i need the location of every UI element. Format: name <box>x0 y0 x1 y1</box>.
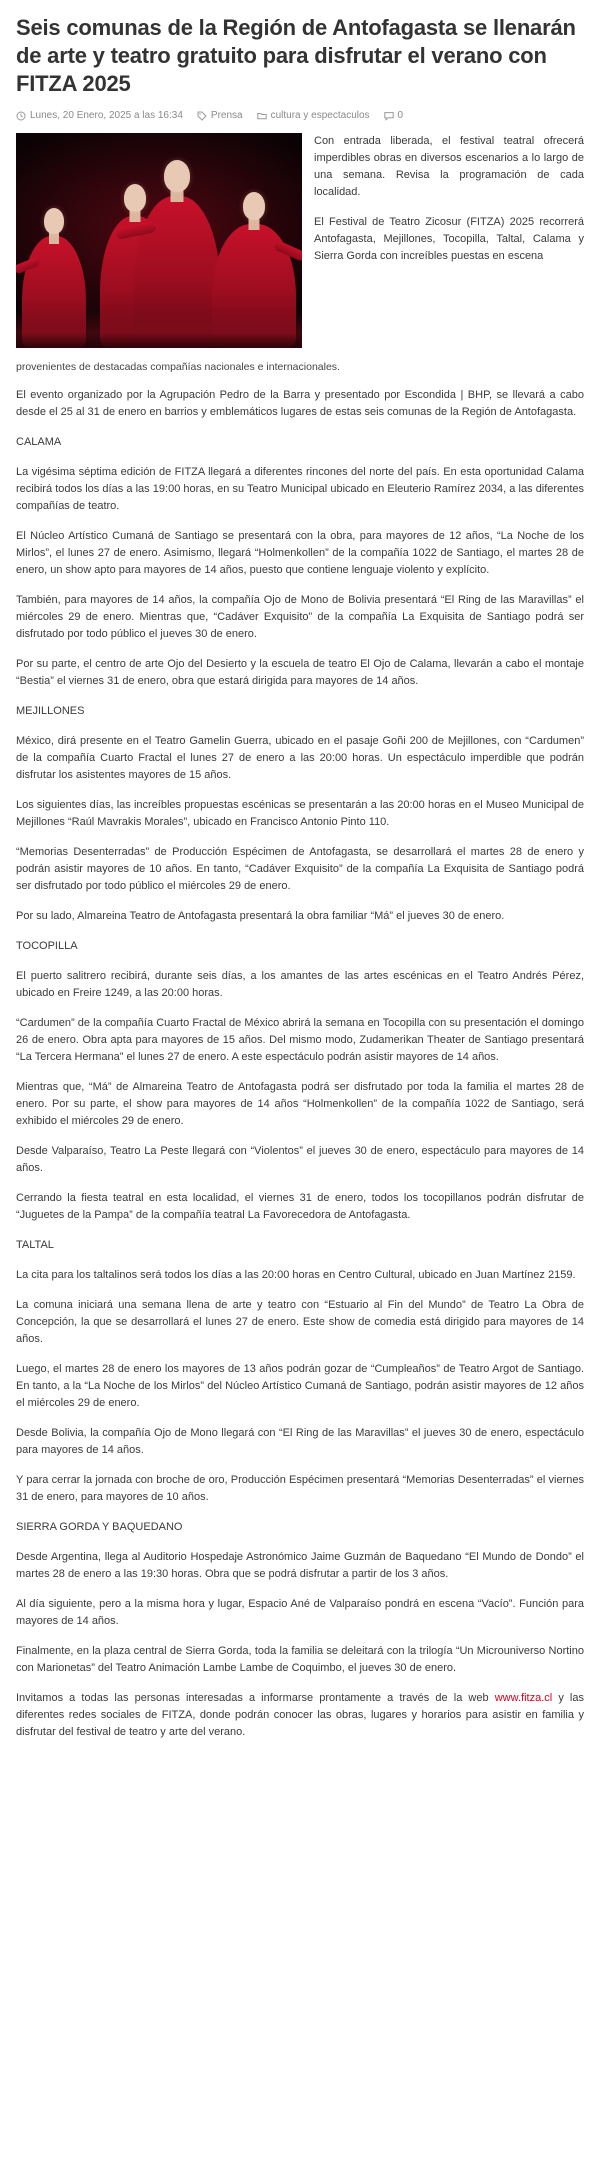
body-paragraph: Y para cerrar la jornada con broche de oro, Producción Espécimen presentará “Memorias Desenterradas” el viernes 31 de enero, para mayores de 10 años. <box>16 1474 584 1503</box>
fitza-website-link[interactable]: www.fitza.cl <box>494 1692 553 1704</box>
photo-stage-light <box>16 310 302 348</box>
meta-category-secondary-text: cultura y espectaculos <box>270 110 370 121</box>
section-heading-calama: CALAMA <box>16 436 62 448</box>
performer-head <box>44 208 64 234</box>
section-heading-tocopilla: TOCOPILLA <box>16 940 78 952</box>
folder-icon <box>257 111 267 121</box>
body-paragraph: Cerrando la fiesta teatral en esta localidad, el viernes 31 de enero, todos los tocopillanos podrán disfrutar de “Juguetes de la Pampa” de la compañía teatral La Favorecedora de Antofagasta. <box>16 1192 584 1221</box>
performer-head <box>243 192 265 220</box>
section-heading-sierra-gorda: SIERRA GORDA Y BAQUEDANO <box>16 1521 183 1533</box>
lead-paragraph-2: El Festival de Teatro Zicosur (FITZA) 2025 recorrerá Antofagasta, Mejillones, Tocopilla, Taltal, Calama y Sierra Gorda con increíbles puestas en escena <box>314 216 584 262</box>
article-photo <box>16 133 302 348</box>
clock-icon <box>16 111 26 121</box>
meta-category-secondary[interactable] <box>257 110 370 121</box>
section-heading-taltal: TALTAL <box>16 1239 54 1251</box>
body-paragraph: Luego, el martes 28 de enero los mayores de 13 años podrán gozar de “Cumpleaños” de Teatro Argot de Santiago. En tanto, a la “La Noche de los Mirlos” del Núcleo Artístico Cumaná de Santiago, podrán asistir mayores de 12 años el miércoles 29 de enero. <box>16 1363 584 1409</box>
body-paragraph: El Núcleo Artístico Cumaná de Santiago se presentará con la obra, para mayores de 12 años, “La Noche de los Mirlos”, el lunes 27 de enero. Asimismo, llegará “Holmenkollen” de la compañía 1022 de Santiago, el martes 28 de enero, un show apto para mayores de 14 años, puesto que contiene lenguaje violento y explícito. <box>16 530 584 576</box>
section-heading-mejillones: MEJILLONES <box>16 705 85 717</box>
article-lead <box>16 133 584 374</box>
meta-category-primary[interactable] <box>197 110 243 121</box>
body-paragraph: “Memorias Desenterradas” de Producción Espécimen de Antofagasta, se desarrollará el martes 28 de enero y podrán asistir mayores de 10 años. En tanto, “Cadáver Exquisito” de la compañía La Exquisita de Santiago podrá ser disfrutado por todo público el miércoles 29 de enero. <box>16 846 584 892</box>
page-title: Seis comunas de la Región de Antofagasta se llenarán de arte y teatro gratuito para disfrutar el verano con FITZA 2025 <box>16 15 576 96</box>
performer-head <box>164 160 190 192</box>
body-paragraph: Por su parte, el centro de arte Ojo del Desierto y la escuela de teatro El Ojo de Calama, llevarán a cabo el montaje “Bestia” el viernes 31 de enero, obra que estará dirigida para mayores de 14 años. <box>16 658 584 687</box>
body-paragraph: “Cardumen” de la compañía Cuarto Fractal de México abrirá la semana en Tocopilla con su presentación el domingo 26 de enero. Obra apta para mayores de 15 años. Del mismo modo, Zudamerikan Theater de Santiago presentará “La Tercera Hermana” el lunes 27 de enero. A este espectáculo podrán asistir mayores de 14 años. <box>16 1017 584 1063</box>
body-paragraph: Desde Bolivia, la compañía Ojo de Mono llegará con “El Ring de las Maravillas” el jueves 30 de enero, espectáculo para mayores de 14 años. <box>16 1427 584 1456</box>
body-paragraph: Desde Argentina, llega al Auditorio Hospedaje Astronómico Jaime Guzmán de Baquedano “El Mundo de Dondo” el martes 28 de enero a las 19:30 horas. Obra que se podrá disfrutar a partir de los 3 años. <box>16 1551 584 1580</box>
body-paragraph: La cita para los taltalinos será todos los días a las 20:00 horas en Centro Cultural, ubicado en Juan Martínez 2159. <box>16 1269 576 1281</box>
body-paragraph: La vigésima séptima edición de FITZA llegará a diferentes rincones del norte del país. En esta oportunidad Calama recibirá todos los días a las 19:00 horas, en su Teatro Municipal ubicado en Eleuterio Ramírez 2034, a las diferentes compañías de teatro. <box>16 466 584 512</box>
body-paragraph: Al día siguiente, pero a la misma hora y lugar, Espacio Ané de Valparaíso pondrá en escena “Vacío”. Función para mayores de 14 años. <box>16 1598 584 1627</box>
body-paragraph: El puerto salitrero recibirá, durante seis días, a los amantes de las artes escénicas en el Teatro Andrés Pérez, ubicado en Freire 1249, a las 20:00 horas. <box>16 970 584 999</box>
meta-date-text: Lunes, 20 Enero, 2025 a las 16:34 <box>30 110 183 121</box>
body-paragraph: Por su lado, Almareina Teatro de Antofagasta presentará la obra familiar “Má” el jueves 30 de enero. <box>16 910 505 922</box>
article-figure <box>16 133 302 348</box>
body-paragraph: También, para mayores de 14 años, la compañía Ojo de Mono de Bolivia presentará “El Ring de las Maravillas” el miércoles 29 de enero. Mientras que, “Cadáver Exquisito” de la compañía La Exquisita de Santiago podrá ser disfrutado por todo público el jueves 30 de enero. <box>16 594 584 640</box>
meta-date <box>16 110 183 121</box>
body-paragraph: México, dirá presente en el Teatro Gamelin Guerra, ubicado en el pasaje Goñi 200 de Mejillones, con “Cardumen” de la compañía Cuarto Fractal el lunes 27 de enero a las 20:00 horas. Un espectáculo imperdible que podrán disfrutar los asistentes mayores de 15 años. <box>16 735 584 781</box>
article-meta <box>16 110 584 121</box>
comment-icon <box>384 111 394 121</box>
meta-comments-count: 0 <box>397 110 404 121</box>
tag-icon <box>197 111 207 121</box>
article-body <box>16 387 584 1741</box>
body-paragraph: La comuna iniciará una semana llena de arte y teatro con “Estuario al Fin del Mundo” de Teatro La Obra de Concepción, la que se desarrollará el lunes 27 de enero. Este show de comedia está dirigido para mayores de 14 años. <box>16 1299 584 1345</box>
body-paragraph: Finalmente, en la plaza central de Sierra Gorda, toda la familia se deleitará con la trilogía “Un Microuniverso Nortino con Marionetas” del Teatro Animación Lambe Lambe de Coquimbo, el jueves 30 de enero. <box>16 1645 584 1674</box>
body-paragraph: El evento organizado por la Agrupación Pedro de la Barra y presentado por Escondida | BHP, se llevará a cabo desde el 25 al 31 de enero en barrios y emblemáticos lugares de estas seis comunas de la Región de Antofagasta. <box>16 389 584 418</box>
meta-category-primary-text: Prensa <box>210 110 243 121</box>
lead-paragraph-1: Con entrada liberada, el festival teatral ofrecerá imperdibles obras en diversos escenarios a lo largo de una semana. Revisa la programación de cada localidad. <box>314 135 584 198</box>
body-paragraph: Los siguientes días, las increíbles propuestas escénicas se presentarán a las 20:00 horas en el Museo Municipal de Mejillones “Raúl Mavrakis Morales”, ubicado en Francisco Antonio Pinto 110. <box>16 799 584 828</box>
body-paragraph: Mientras que, “Má” de Almareina Teatro de Antofagasta podrá ser disfrutado por toda la familia el martes 28 de enero. Por su parte, el show para mayores de 14 años “Holmenkollen” de la compañía 1022 de Santiago, será exhibido el miércoles 29 de enero. <box>16 1081 584 1127</box>
closing-text-before: Invitamos a todas las personas interesadas a informarse prontamente a través de la web <box>16 1692 495 1704</box>
closing-text-after: y las diferentes redes sociales de FITZA, donde podrán conocer las obras, lugares y horarios para asistir en familia y disfrutar del festival de teatro y arte del verano. <box>16 1692 584 1738</box>
meta-comments[interactable] <box>384 110 404 121</box>
closing-paragraph <box>16 1690 584 1741</box>
photo-caption: provenientes de destacadas compañías nacionales e internacionales. <box>16 361 340 373</box>
body-paragraph: Desde Valparaíso, Teatro La Peste llegará con “Violentos” el jueves 30 de enero, espectáculo para mayores de 14 años. <box>16 1145 584 1174</box>
